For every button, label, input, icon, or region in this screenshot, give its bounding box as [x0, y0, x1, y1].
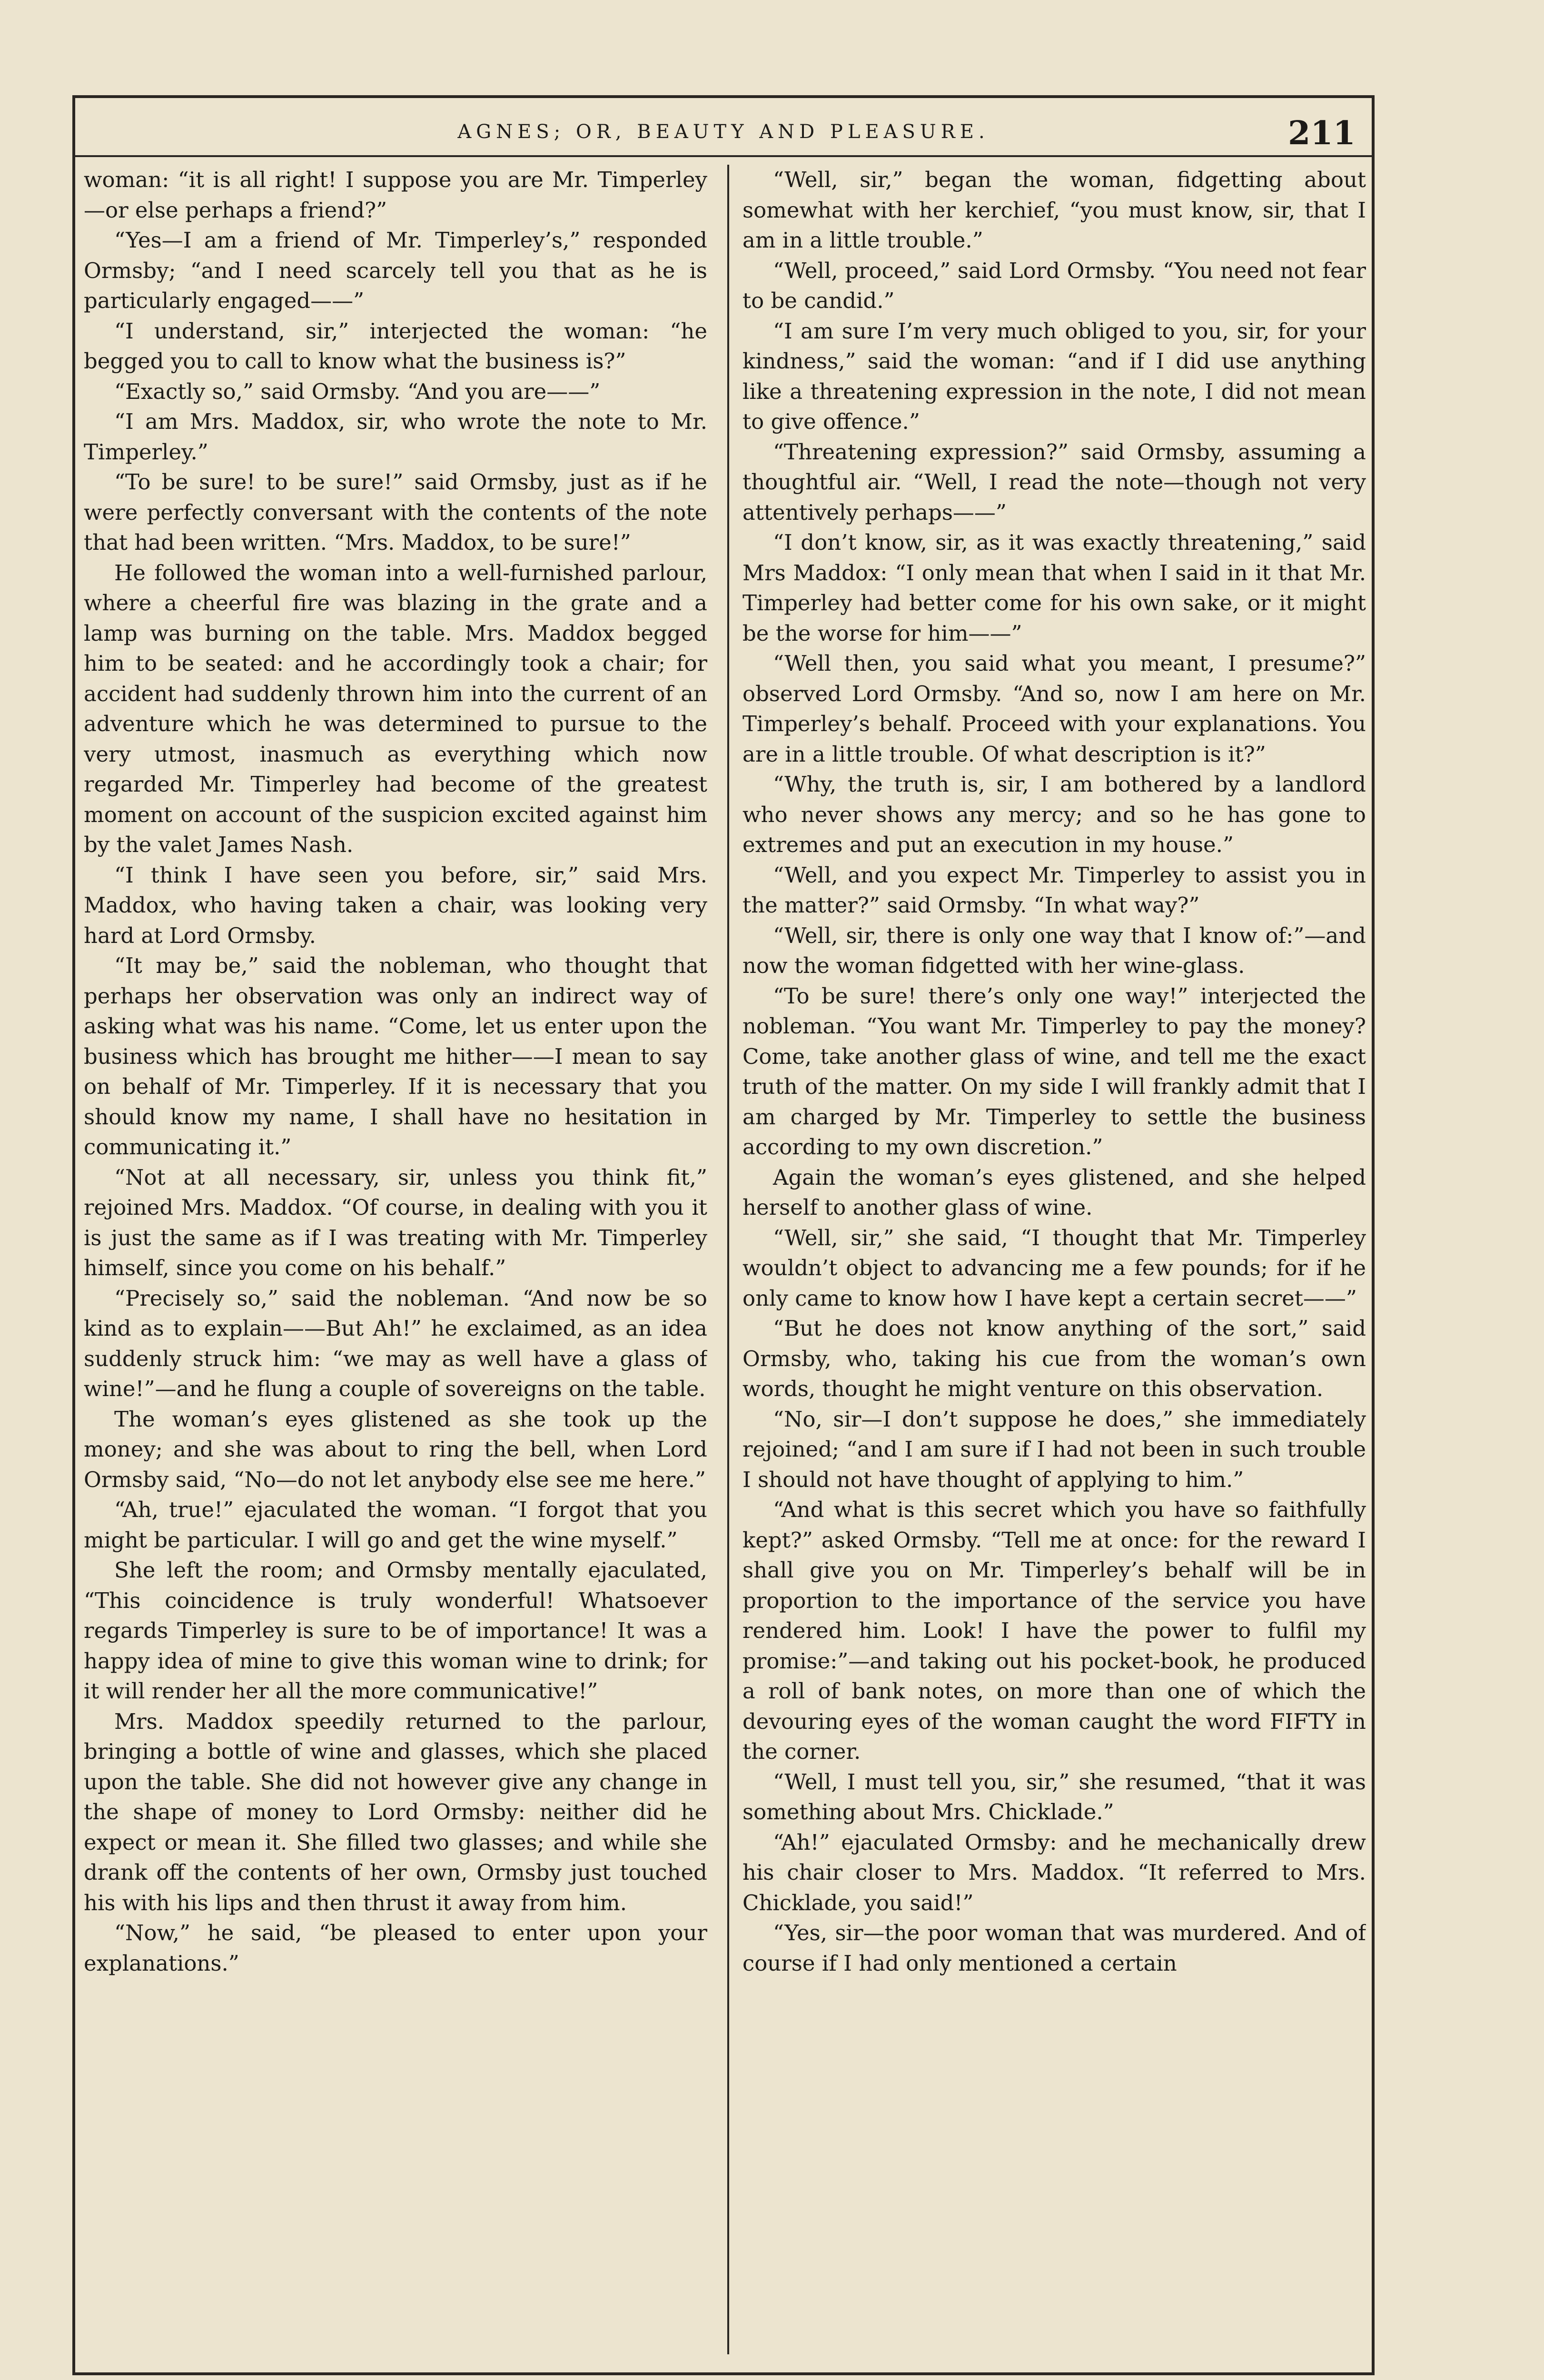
- column-divider: [727, 165, 729, 2354]
- paragraph: He followed the woman into a well-furnished parlour, where a cheerful fire was blazing in the grate and a lamp was burning on the table. Mrs. Maddox begged him to be seated: and he accordingly took a chair; for accident had suddenly thrown him into the current of an adventure which he was determined to pursue to the very utmost, inasmuch as everything which now regarded Mr. Timperley had become of the greatest moment on account of the suspicion excited against him by the valet James Nash.: [84, 560, 707, 857]
- paragraph: “Well, and you expect Mr. Timperley to assist you in the matter?” said Ormsby. “In what way?”: [742, 862, 1366, 918]
- paragraph: “Yes—I am a friend of Mr. Timperley’s,” responded Ormsby; “and I need scarcely tell you that as he is particularly engaged——”: [84, 228, 707, 313]
- paragraph: “Why, the truth is, sir, I am bothered by a landlord who never shows any mercy; and so he has gone to extremes and put an execution in my house.”: [742, 772, 1366, 857]
- paragraph: The woman’s eyes glistened as she took up the money; and she was about to ring the bell, when Lord Ormsby said, “No—do not let anybody else see me here.”: [84, 1406, 707, 1492]
- paragraph: “I am Mrs. Maddox, sir, who wrote the note to Mr. Timperley.”: [84, 409, 707, 465]
- paragraph: “Well, sir, there is only one way that I know of:”—and now the woman fidgetted with her wine-glass.: [742, 922, 1366, 978]
- paragraph: “Threatening expression?” said Ormsby, assuming a thoughtful air. “Well, I read the note—though not very attentively perhaps——”: [742, 439, 1366, 525]
- paragraph: “Well, sir,” began the woman, fidgetting about somewhat with her kerchief, “you must know, sir, that I am in a little trouble.”: [742, 167, 1366, 253]
- page-number: 211: [1288, 114, 1356, 152]
- paragraph: “Well, I must tell you, sir,” she resumed, “that it was something about Mrs. Chicklade.”: [742, 1769, 1366, 1825]
- paragraph: “Precisely so,” said the nobleman. “And now be so kind as to explain——But Ah!” he exclaimed, as an idea suddenly struck him: “we may as well have a glass of wine!”—and he flung a couple of sovereigns on the table.: [84, 1285, 707, 1401]
- left-column: [84, 165, 707, 2354]
- paragraph: “No, sir—I don’t suppose he does,” she immediately rejoined; “and I am sure if I had not been in such trouble I should not have thought of applying to him.”: [742, 1406, 1366, 1492]
- paragraph: Again the woman’s eyes glistened, and she helped herself to another glass of wine.: [742, 1164, 1366, 1220]
- paragraph: woman: “it is all right! I suppose you are Mr. Timperley—or else perhaps a friend?”: [84, 167, 707, 223]
- paragraph: Mrs. Maddox speedily returned to the parlour, bringing a bottle of wine and glasses, which she placed upon the table. She did not however give any change in the shape of money to Lord Ormsby: neither did he expect or mean it. She filled two glasses; and while she drank off the contents of her own, Ormsby just touched his with his lips and then thrust it away from him.: [84, 1708, 707, 1915]
- paragraph: “I understand, sir,” interjected the woman: “he begged you to call to know what the business is?”: [84, 318, 707, 374]
- paragraph: “But he does not know anything of the sort,” said Ormsby, who, taking his cue from the woman’s own words, thought he might venture on this observation.: [742, 1316, 1366, 1401]
- paragraph: “To be sure! there’s only one way!” interjected the nobleman. “You want Mr. Timperley to pay the money? Come, take another glass of wine, and tell me the exact truth of the matter. On my side I will frankly admit that I am charged by Mr. Timperley to settle the business according to my own discretion.”: [742, 983, 1366, 1160]
- header-rule: [72, 155, 1375, 157]
- paragraph: “I think I have seen you before, sir,” said Mrs. Maddox, who having taken a chair, was looking very hard at Lord Ormsby.: [84, 862, 707, 948]
- paragraph: “Well, proceed,” said Lord Ormsby. “You need not fear to be candid.”: [742, 258, 1366, 313]
- paragraph: “Ah, true!” ejaculated the woman. “I forgot that you might be particular. I will go and get the wine myself.”: [84, 1497, 707, 1553]
- paragraph: “I don’t know, sir, as it was exactly threatening,” said Mrs Maddox: “I only mean that when I said in it that Mr. Timperley had better come for his own sake, or it might be the worse for him——”: [742, 530, 1366, 646]
- paragraph: “Now,” he said, “be pleased to enter upon your explanations.”: [84, 1920, 707, 1976]
- running-header: [72, 113, 1375, 161]
- paragraph: “I am sure I’m very much obliged to you, sir, for your kindness,” said the woman: “and if I did use anything like a threatening expression in the note, I did not mean to give offence.”: [742, 318, 1366, 434]
- paragraph: “And what is this secret which you have so faithfully kept?” asked Ormsby. “Tell me at once: for the reward I shall give you on Mr. Timperley’s behalf will be in proportion to the importance of the service you have rendered him. Look! I have the power to fulfil my promise:”—and taking out his pocket-book, he produced a roll of bank notes, on more than one of which the devouring eyes of the woman caught the word FIFTY in the corner.: [742, 1497, 1366, 1764]
- paragraph: “Ah!” ejaculated Ormsby: and he mechanically drew his chair closer to Mrs. Maddox. “It referred to Mrs. Chicklade, you said!”: [742, 1829, 1366, 1915]
- paragraph: “Well, sir,” she said, “I thought that Mr. Timperley wouldn’t object to advancing me a few pounds; for if he only came to know how I have kept a certain secret——”: [742, 1225, 1366, 1311]
- paragraph: “To be sure! to be sure!” said Ormsby, just as if he were perfectly conversant with the contents of the note that had been written. “Mrs. Maddox, to be sure!”: [84, 469, 707, 555]
- paragraph: “It may be,” said the nobleman, who thought that perhaps her observation was only an indirect way of asking what was his name. “Come, let us enter upon the business which has brought me hither——I mean to say on behalf of Mr. Timperley. If it is necessary that you should know my name, I shall have no hesitation in communicating it.”: [84, 953, 707, 1160]
- paragraph: “Not at all necessary, sir, unless you think fit,” rejoined Mrs. Maddox. “Of course, in dealing with you it is just the same as if I was treating with Mr. Timperley himself, since you come on his behalf.”: [84, 1164, 707, 1280]
- right-column: [742, 165, 1366, 2354]
- running-title: AGNES; OR, BEAUTY AND PLEASURE.: [457, 121, 990, 143]
- paragraph: “Well then, you said what you meant, I presume?” observed Lord Ormsby. “And so, now I am here on Mr. Timperley’s behalf. Proceed with your explanations. You are in a little trouble. Of what description is it?”: [742, 651, 1366, 767]
- paragraph: “Exactly so,” said Ormsby. “And you are——”: [114, 378, 601, 404]
- paragraph: “Yes, sir—the poor woman that was murdered. And of course if I had only mentioned a certain: [742, 1920, 1366, 1976]
- paragraph: She left the room; and Ormsby mentally ejaculated, “This coincidence is truly wonderful! Whatsoever regards Timperley is sure to be of importance! It was a happy idea of mine to give this woman wine to drink; for it will render her all the more communicative!”: [84, 1557, 707, 1704]
